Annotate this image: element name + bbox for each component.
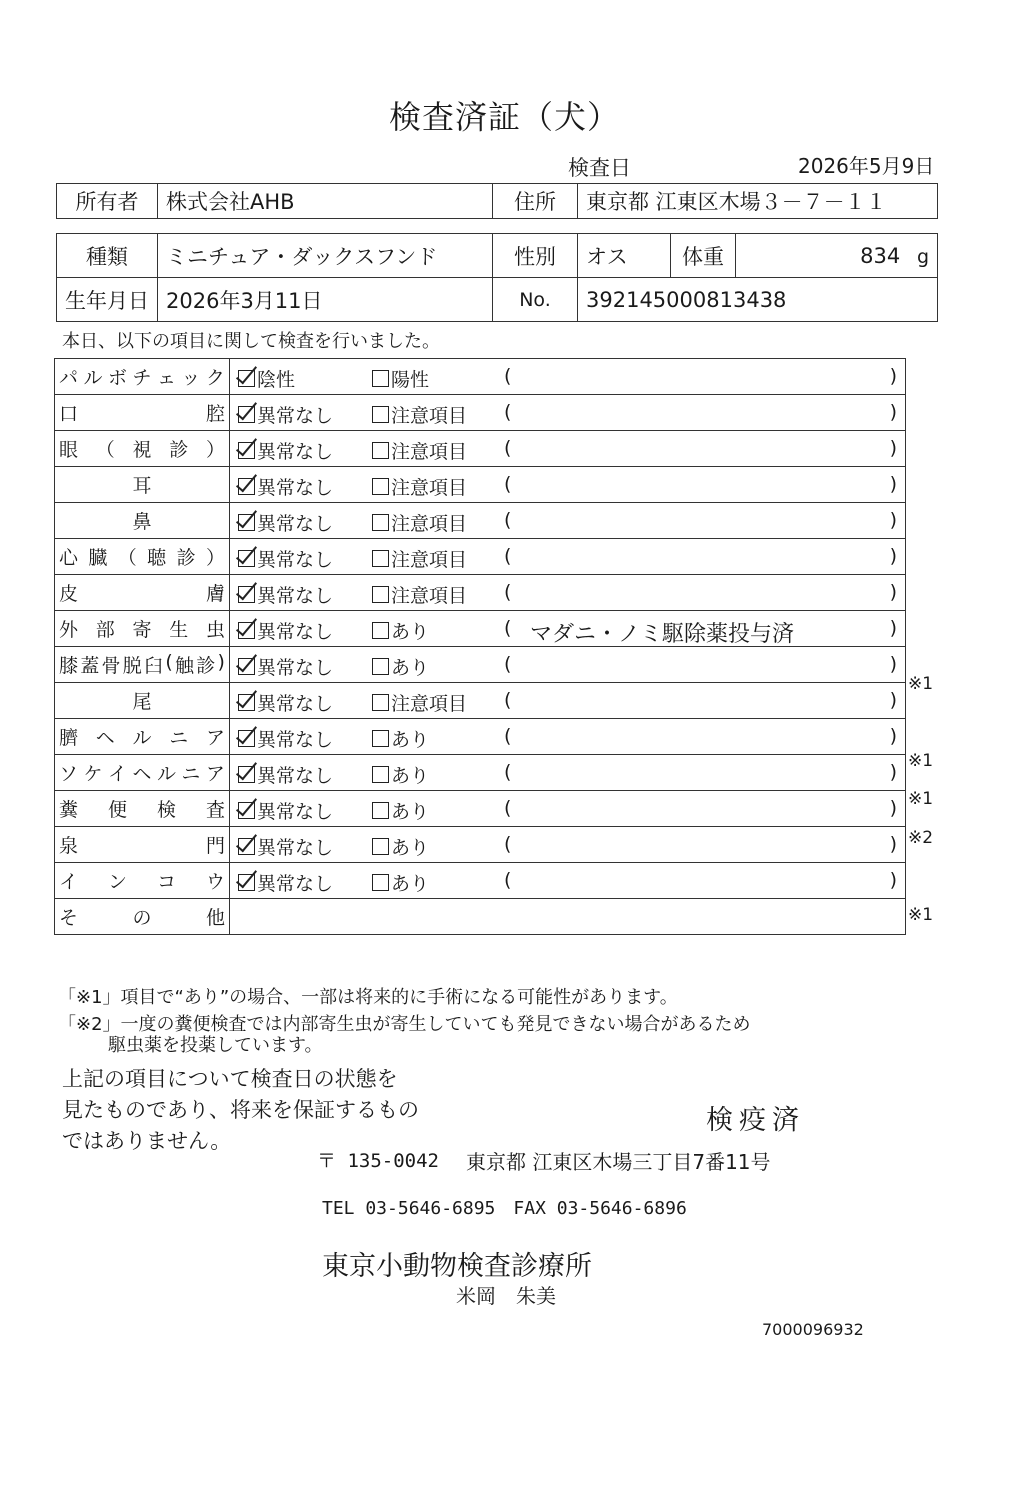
option-normal-label: 陰性: [257, 369, 296, 391]
checkbox-icon[interactable]: [238, 622, 255, 639]
checkbox-icon[interactable]: [238, 658, 255, 675]
item-name: [55, 719, 230, 755]
item-name: [55, 647, 230, 683]
option-normal[interactable]: [238, 401, 333, 428]
footnote-mark: ※1: [908, 674, 934, 695]
item-name-char: 他: [205, 907, 225, 929]
owner-label: 所有者: [57, 184, 158, 219]
option-normal[interactable]: [238, 365, 295, 392]
paren-close: ): [889, 617, 897, 639]
page-title: 検査済証（犬）: [388, 98, 620, 136]
option-normal-label: 異常なし: [257, 549, 334, 571]
item-note: マダニ・ノミ駆除薬投与済: [530, 622, 795, 647]
item-name-char: 門: [205, 835, 225, 857]
item-name-char: 蓋: [80, 655, 100, 677]
table-row: [55, 863, 906, 899]
item-name: [55, 611, 230, 647]
checkbox-icon[interactable]: [372, 514, 389, 531]
option-abnormal[interactable]: [372, 725, 429, 752]
option-normal[interactable]: [238, 437, 333, 464]
option-normal[interactable]: [238, 617, 333, 644]
item-name-char: ル: [132, 727, 152, 749]
option-abnormal[interactable]: [372, 401, 467, 428]
paren-open: (: [504, 437, 512, 459]
birth-value: 2026年3月11日: [158, 278, 493, 322]
item-name-char: （: [95, 439, 115, 461]
item-name-char: 診: [176, 547, 196, 569]
item-name-char: の: [132, 907, 152, 929]
exam-date-label: 検査日: [568, 156, 631, 180]
paren-close: ): [889, 653, 897, 675]
checkbox-icon[interactable]: [372, 622, 389, 639]
table-row: [55, 539, 906, 575]
item-name: [55, 395, 230, 431]
item-result: [230, 539, 906, 575]
exam-items-table: [54, 358, 906, 935]
item-name-char: ク: [205, 367, 225, 389]
option-abnormal[interactable]: [372, 689, 467, 716]
item-name-char: 腔: [205, 403, 225, 425]
option-normal-label: 異常なし: [257, 477, 334, 499]
table-row: [55, 503, 906, 539]
sex-label: 性別: [493, 234, 578, 278]
weight-value: 834: [860, 243, 901, 268]
paren-open: (: [504, 581, 512, 603]
item-name-char: 触: [175, 655, 195, 677]
option-abnormal[interactable]: [372, 869, 429, 896]
option-normal[interactable]: [238, 581, 333, 608]
option-abnormal[interactable]: [372, 617, 429, 644]
option-normal-label: 異常なし: [257, 801, 334, 823]
paren-open: (: [504, 617, 512, 639]
paren-open: (: [504, 797, 512, 819]
checkbox-icon[interactable]: [372, 478, 389, 495]
sex-value: オス: [578, 234, 671, 278]
clinic-name: 東京小動物検査診療所: [322, 1251, 592, 1282]
option-abnormal-label: あり: [391, 837, 430, 859]
item-result: [230, 395, 906, 431]
item-name-char: 査: [205, 799, 225, 821]
weight-label: 体重: [671, 234, 736, 278]
option-normal-label: 異常なし: [257, 693, 334, 715]
table-row: [55, 359, 906, 395]
address-value: 東京都 江東区木場３－７－１１: [578, 184, 938, 219]
option-normal-label: 異常なし: [257, 585, 334, 607]
item-name-char: 部: [95, 619, 115, 641]
item-name-char: コ: [156, 871, 176, 893]
table-row: [55, 647, 906, 683]
paren-close: ): [889, 689, 897, 711]
option-abnormal[interactable]: [372, 545, 467, 572]
item-name-char: ヘ: [95, 727, 115, 749]
option-abnormal-label: 注意項目: [391, 549, 468, 571]
animal-table: [56, 233, 938, 322]
item-name-char: 視: [132, 439, 152, 461]
paren-close: ): [889, 473, 897, 495]
item-name-char: パ: [59, 367, 79, 389]
option-abnormal[interactable]: [372, 365, 429, 392]
item-name-char: ア: [205, 763, 225, 785]
item-name-char: ア: [205, 727, 225, 749]
paren-close: ): [889, 761, 897, 783]
item-name-char: ): [217, 651, 225, 673]
paren-open: (: [504, 725, 512, 747]
item-name: [55, 827, 230, 863]
option-normal[interactable]: [238, 797, 333, 824]
item-name: [55, 791, 230, 827]
item-name: [55, 899, 230, 935]
item-name-char: 聴: [147, 547, 167, 569]
item-result: [230, 647, 906, 683]
item-name: [55, 431, 230, 467]
paren-close: ): [889, 725, 897, 747]
item-name-char: イ: [59, 871, 79, 893]
weight-unit: g: [916, 245, 929, 268]
option-abnormal[interactable]: [372, 581, 467, 608]
birth-label: 生年月日: [57, 278, 158, 322]
option-abnormal[interactable]: [372, 473, 467, 500]
clinic-phone-fax: TEL 03-5646-6895 FAX 03-5646-6896: [322, 1198, 687, 1219]
checkbox-icon[interactable]: [238, 586, 255, 603]
item-name-char: ）: [205, 439, 225, 461]
item-name-char: 膝: [59, 655, 79, 677]
table-row: [55, 827, 906, 863]
option-normal[interactable]: [238, 545, 333, 572]
checkbox-icon[interactable]: [238, 406, 255, 423]
item-result: [230, 719, 906, 755]
option-abnormal[interactable]: [372, 653, 429, 680]
option-abnormal-label: 注意項目: [391, 513, 468, 535]
table-row: [55, 755, 906, 791]
option-normal[interactable]: [238, 653, 333, 680]
paren-open: (: [504, 653, 512, 675]
footnote-mark: ※1: [908, 789, 934, 810]
paren-open: (: [504, 545, 512, 567]
option-normal[interactable]: [238, 473, 333, 500]
option-normal-label: 異常なし: [257, 621, 334, 643]
item-name-char: 口: [59, 403, 79, 425]
item-name-char: チ: [132, 367, 152, 389]
footnote-1: 「※1」項目で“あり”の場合、一部は将来的に手術になる可能性があります。: [58, 987, 678, 1008]
item-result: [230, 863, 906, 899]
item-name: [55, 575, 230, 611]
footnote-mark: ※1: [908, 904, 934, 925]
checkbox-icon[interactable]: [372, 406, 389, 423]
option-abnormal-label: あり: [391, 729, 430, 751]
table-row: [55, 683, 906, 719]
table-row: [55, 395, 906, 431]
checkbox-icon[interactable]: [372, 370, 389, 387]
paren-open: (: [504, 365, 512, 387]
footnote-2-cont: 駆虫薬を投薬しています。: [108, 1035, 323, 1056]
item-result: [230, 791, 906, 827]
table-row: [55, 791, 906, 827]
number-value: 392145000813438: [578, 278, 938, 322]
checkbox-icon[interactable]: [238, 550, 255, 567]
option-abnormal-label: 陽性: [391, 369, 430, 391]
item-name-char: 虫: [205, 619, 225, 641]
disclaimer-line: 見たものであり、将来を保証するもの: [62, 1098, 419, 1122]
paren-open: (: [504, 833, 512, 855]
quarantine-stamp: 検疫済: [706, 1105, 805, 1136]
checkbox-icon[interactable]: [372, 694, 389, 711]
item-name-char: ）: [205, 547, 225, 569]
item-name-char: 臍: [59, 727, 79, 749]
option-normal-label: 異常なし: [257, 441, 334, 463]
checkbox-icon[interactable]: [238, 442, 255, 459]
item-name-char: 脱: [122, 655, 142, 677]
item-name-char: 臓: [88, 547, 108, 569]
checkbox-icon[interactable]: [238, 478, 255, 495]
checkbox-icon[interactable]: [238, 766, 255, 783]
item-name-char: ケ: [83, 763, 103, 785]
option-normal-label: 異常なし: [257, 513, 334, 535]
exam-date-value: 2026年5月9日: [798, 154, 935, 178]
paren-close: ): [889, 833, 897, 855]
option-abnormal-label: 注意項目: [391, 405, 468, 427]
item-result: [230, 575, 906, 611]
address-label: 住所: [493, 184, 578, 219]
item-name-char: 泉: [59, 835, 79, 857]
option-abnormal-label: 注意項目: [391, 477, 468, 499]
checkbox-icon[interactable]: [372, 730, 389, 747]
item-name-char: 眼: [59, 439, 79, 461]
checkbox-icon[interactable]: [372, 874, 389, 891]
weight-cell: [736, 234, 938, 278]
option-normal-label: 異常なし: [257, 729, 334, 751]
paren-close: ): [889, 545, 897, 567]
vet-name: 米岡 朱美: [456, 1284, 556, 1308]
option-abnormal-label: あり: [391, 873, 430, 895]
item-name-char: 鼻: [132, 511, 152, 533]
paren-open: (: [504, 761, 512, 783]
intro-text: 本日、以下の項目に関して検査を行いました。: [62, 331, 440, 352]
item-name-char: 外: [59, 619, 79, 641]
option-abnormal[interactable]: [372, 797, 429, 824]
item-name: [55, 539, 230, 575]
footnote-2: 「※2」一度の糞便検査では内部寄生虫が寄生していても発見できない場合があるため: [58, 1014, 751, 1035]
item-name-char: ソ: [59, 763, 79, 785]
option-abnormal-label: 注意項目: [391, 693, 468, 715]
item-name: [55, 863, 230, 899]
table-row: [55, 575, 906, 611]
checkbox-icon[interactable]: [238, 514, 255, 531]
paren-open: (: [504, 401, 512, 423]
item-result: [230, 467, 906, 503]
checkbox-icon[interactable]: [238, 694, 255, 711]
paren-open: (: [504, 869, 512, 891]
item-name-char: （: [117, 547, 137, 569]
item-name-char: ニ: [181, 763, 201, 785]
table-row: [55, 719, 906, 755]
option-normal[interactable]: [238, 833, 333, 860]
owner-value: 株式会社AHB: [158, 184, 493, 219]
checkbox-icon[interactable]: [372, 838, 389, 855]
item-name-char: 心: [59, 547, 79, 569]
item-name-char: 耳: [132, 475, 152, 497]
footnote-mark: ※1: [908, 751, 934, 771]
option-normal[interactable]: [238, 509, 333, 536]
table-row: [55, 611, 906, 647]
item-result: [230, 611, 906, 647]
item-result: [230, 431, 906, 467]
item-name: [55, 467, 230, 503]
option-abnormal-label: 注意項目: [391, 585, 468, 607]
table-row: [55, 467, 906, 503]
paren-close: ): [889, 509, 897, 531]
item-name-char: ェ: [156, 367, 176, 389]
option-abnormal-label: あり: [391, 801, 430, 823]
item-name-char: 便: [107, 799, 127, 821]
checkbox-icon[interactable]: [372, 586, 389, 603]
item-name-char: イ: [107, 763, 127, 785]
item-name-char: ニ: [169, 727, 189, 749]
option-normal[interactable]: [238, 725, 333, 752]
option-abnormal-label: 注意項目: [391, 441, 468, 463]
item-name: [55, 683, 230, 719]
item-result: [230, 755, 906, 791]
item-name-char: 診: [196, 655, 216, 677]
item-result: [230, 503, 906, 539]
item-name-char: ウ: [205, 871, 225, 893]
disclaimer: [62, 1064, 419, 1157]
item-name-char: 膚: [205, 583, 225, 605]
table-row: [55, 431, 906, 467]
option-normal-label: 異常なし: [257, 837, 334, 859]
option-normal-label: 異常なし: [257, 873, 334, 895]
disclaimer-line: ではありません。: [62, 1129, 232, 1153]
checkbox-icon[interactable]: [238, 370, 255, 387]
disclaimer-line: 上記の項目について検査日の状態を: [62, 1067, 398, 1091]
item-name-char: 寄: [132, 619, 152, 641]
item-name-char: 骨: [101, 655, 121, 677]
item-name: [55, 359, 230, 395]
checkbox-icon[interactable]: [238, 838, 255, 855]
option-normal-label: 異常なし: [257, 657, 334, 679]
table-row-other: [55, 899, 906, 935]
option-normal-label: 異常なし: [257, 765, 334, 787]
option-abnormal[interactable]: [372, 833, 429, 860]
item-name-char: 診: [169, 439, 189, 461]
checkbox-icon[interactable]: [372, 802, 389, 819]
breed-label: 種類: [57, 234, 158, 278]
item-name-char: ル: [156, 763, 176, 785]
item-name-char: 臼: [144, 655, 164, 677]
paren-close: ): [889, 365, 897, 387]
clinic-address: 東京都 江東区木場三丁目7番11号: [466, 1150, 771, 1174]
item-name-char: ッ: [181, 367, 201, 389]
option-abnormal-label: あり: [391, 621, 430, 643]
option-normal[interactable]: [238, 761, 333, 788]
option-normal-label: 異常なし: [257, 405, 334, 427]
paren-close: ): [889, 401, 897, 423]
footnote-mark: ※2: [908, 827, 934, 848]
item-name: [55, 755, 230, 791]
checkbox-icon[interactable]: [372, 766, 389, 783]
option-normal[interactable]: [238, 869, 333, 896]
item-name-char: ボ: [107, 367, 127, 389]
checkbox-icon[interactable]: [238, 730, 255, 747]
paren-open: (: [504, 689, 512, 711]
checkbox-icon[interactable]: [238, 874, 255, 891]
item-result: [230, 359, 906, 395]
item-name-char: 皮: [59, 583, 79, 605]
item-name-char: 生: [169, 619, 189, 641]
item-name-char: そ: [59, 907, 79, 929]
option-normal[interactable]: [238, 689, 333, 716]
paren-close: ): [889, 437, 897, 459]
postal-code: 〒 135-0042: [317, 1150, 439, 1172]
other-result: [230, 899, 906, 935]
item-name-char: ル: [83, 367, 103, 389]
checkbox-icon[interactable]: [372, 442, 389, 459]
document-number: 7000096932: [762, 1320, 864, 1339]
option-abnormal-label: あり: [391, 765, 430, 787]
number-label: No.: [493, 278, 578, 322]
item-result: [230, 683, 906, 719]
breed-value: ミニチュア・ダックスフンド: [158, 234, 493, 278]
item-name: [55, 503, 230, 539]
option-abnormal[interactable]: [372, 437, 467, 464]
item-name-char: ン: [107, 871, 127, 893]
checkbox-icon[interactable]: [238, 802, 255, 819]
paren-close: ): [889, 581, 897, 603]
checkbox-icon[interactable]: [372, 550, 389, 567]
paren-open: (: [504, 509, 512, 531]
checkbox-icon[interactable]: [372, 658, 389, 675]
option-abnormal-label: あり: [391, 657, 430, 679]
option-abnormal[interactable]: [372, 761, 429, 788]
item-name-char: (: [165, 651, 173, 673]
item-name-char: 糞: [59, 799, 79, 821]
option-abnormal[interactable]: [372, 509, 467, 536]
paren-close: ): [889, 869, 897, 891]
paren-close: ): [889, 797, 897, 819]
item-result: [230, 827, 906, 863]
paren-open: (: [504, 473, 512, 495]
item-name-char: 検: [156, 799, 176, 821]
item-name-char: ヘ: [132, 763, 152, 785]
owner-table: [56, 183, 938, 219]
item-name-char: 尾: [132, 691, 152, 713]
